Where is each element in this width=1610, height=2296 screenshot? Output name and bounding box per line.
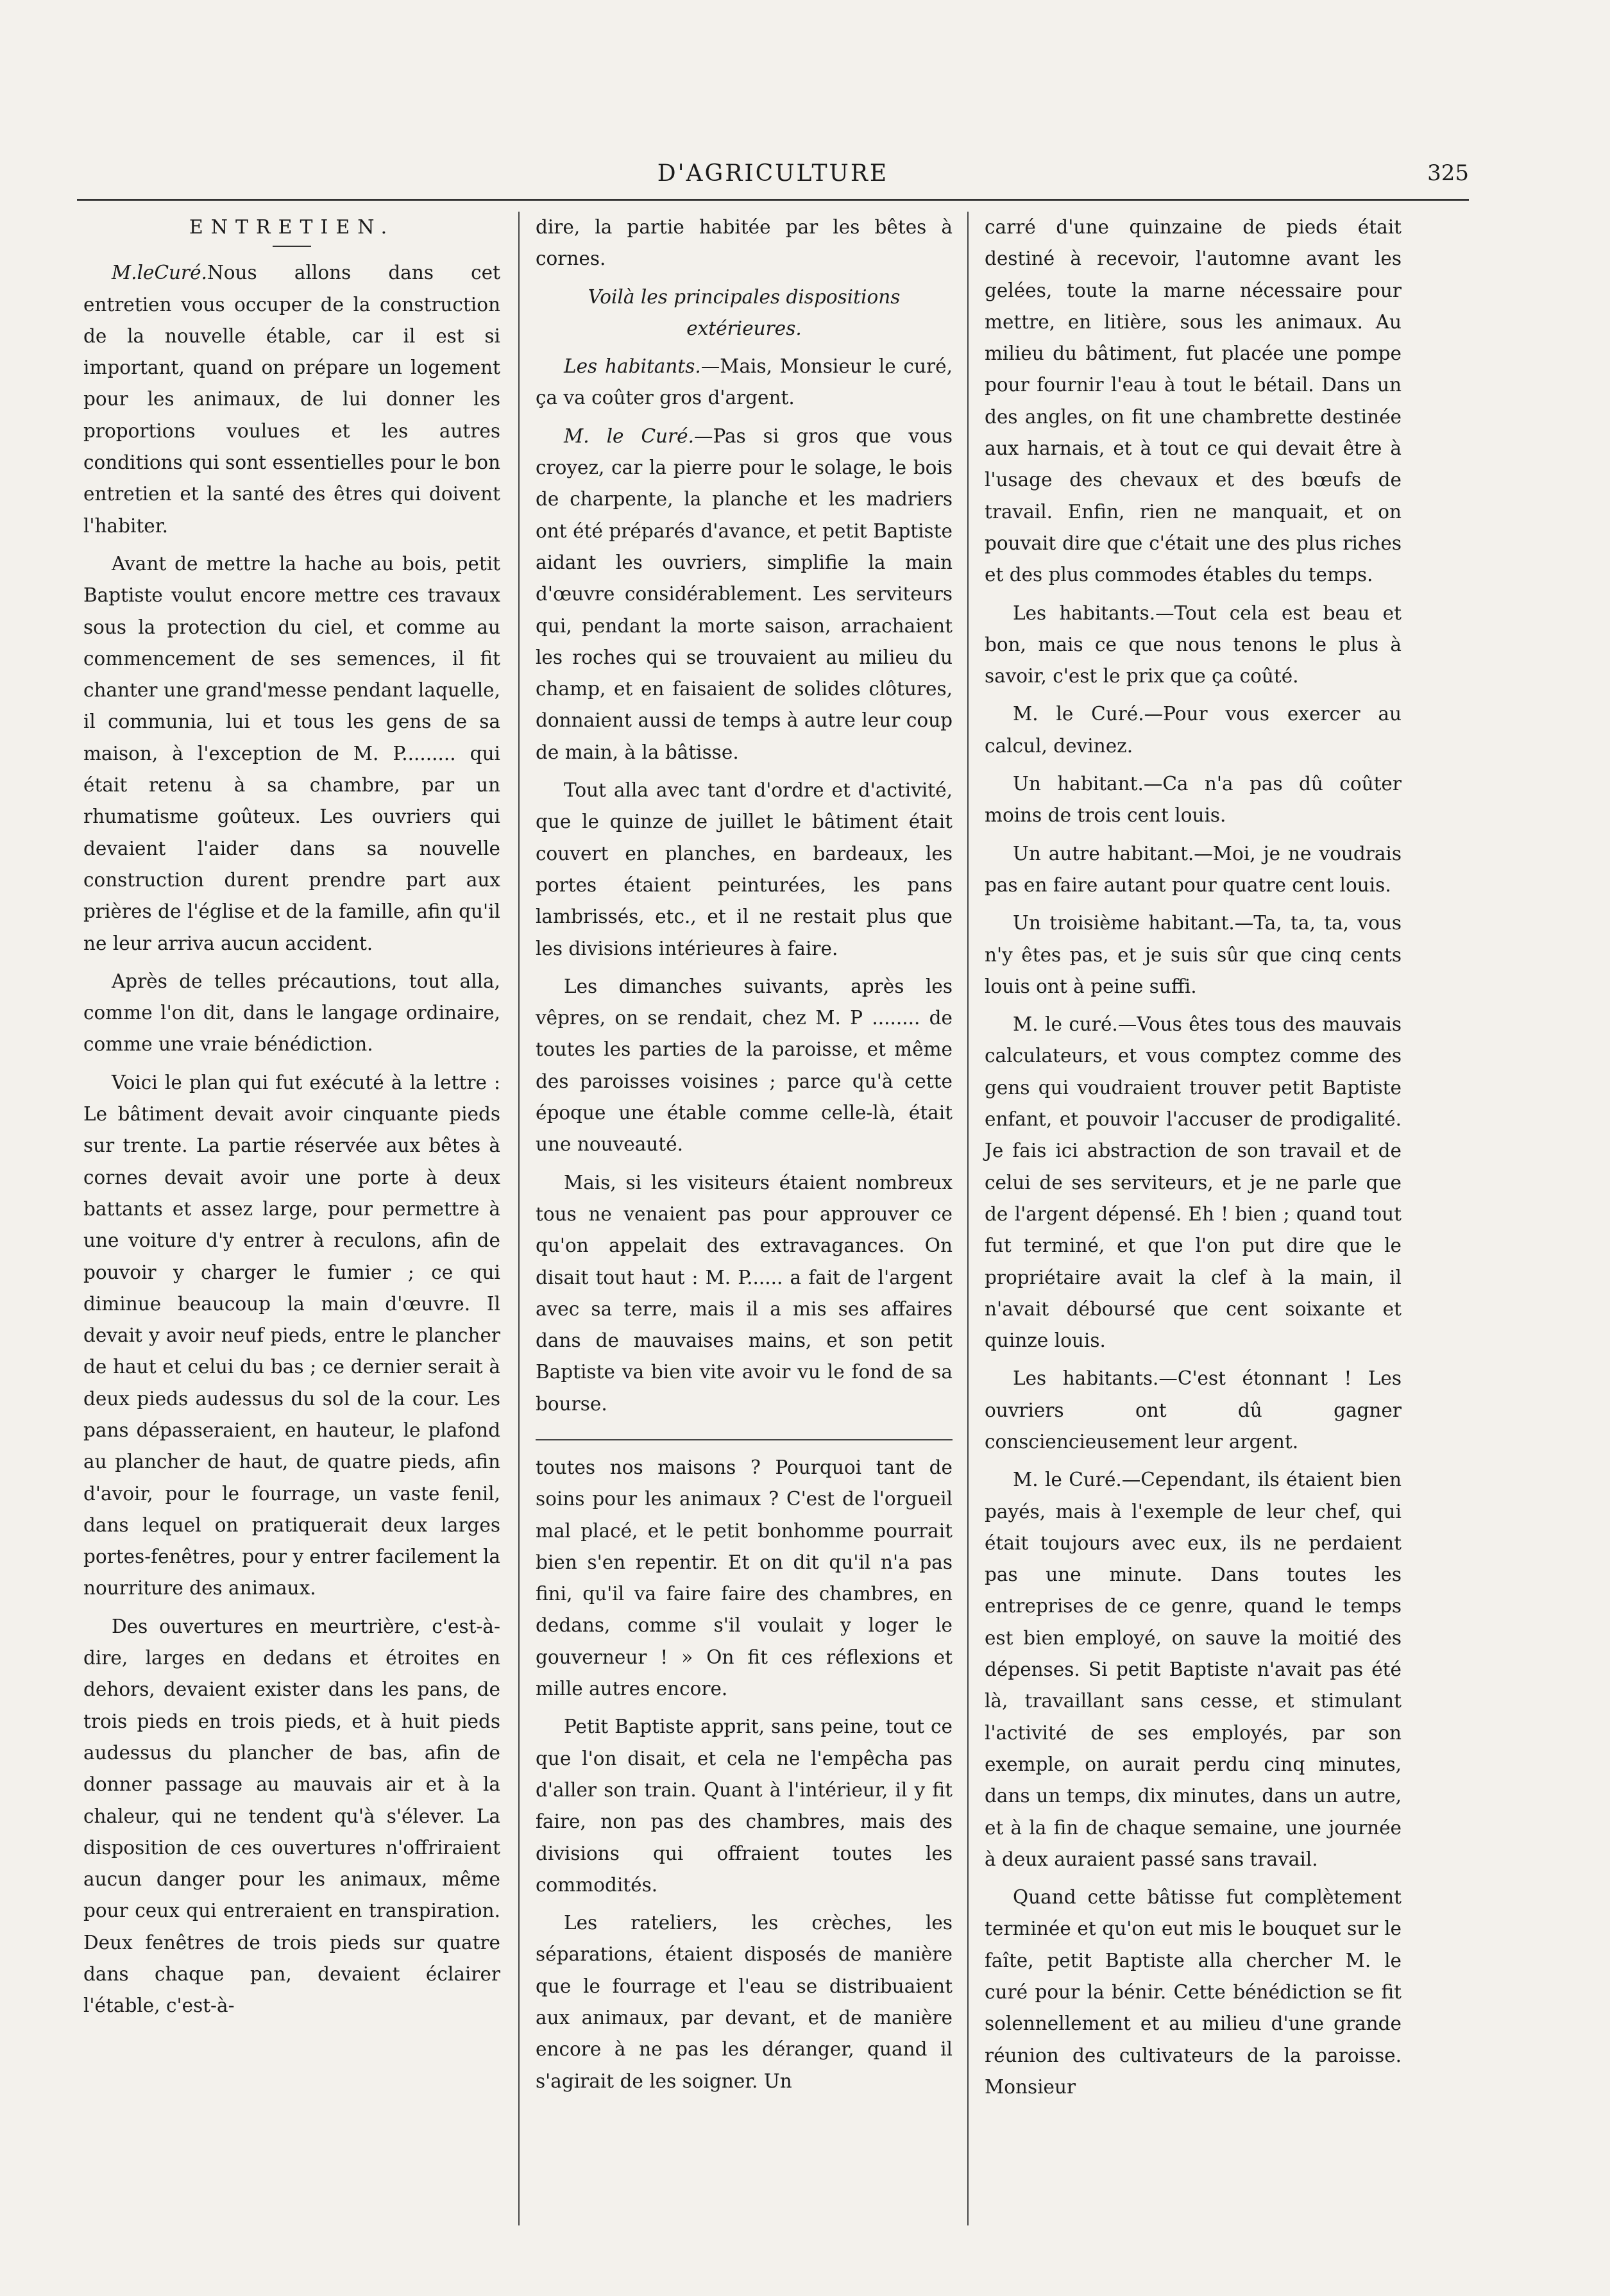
column-3 <box>985 212 1402 2225</box>
speaker-label: M.leCuré. <box>112 262 207 284</box>
paragraph: M. le Curé.—Cependant, ils étaient bien payés, mais à l'exemple de leur chef, qui était toujours avec eux, ils ne perdaient pas une minute. Dans toutes les entreprises de ce genre, quand le temps est bien employé, on sauve la moitié des dépenses. Si petit Baptiste n'avait pas été là, travaillant sans cesse, et stimulant l'activité de ses employés, par son exemple, on aurait perdu cinq minutes, dans un temps, dix minutes, dans un autre, et à la fin de chaque semaine, une journée à deux auraient passé sans travail. <box>985 1469 1402 1870</box>
speaker-label: M. le Curé. <box>564 425 694 447</box>
paragraph: Les habitants.—C'est étonnant ! Les ouvriers ont dû gagner consciencieusement leur argent. <box>985 1367 1402 1453</box>
running-header <box>77 160 1469 201</box>
paragraph: Après de telles précautions, tout alla, comme l'on dit, dans le langage ordinaire, comme une vraie bénédiction. <box>83 970 500 1056</box>
column-1 <box>83 212 500 2225</box>
speaker-label: Les habitants. <box>564 355 701 378</box>
paragraph-continuation: toutes nos maisons ? Pourquoi tant de soins pour les animaux ? C'est de l'orgueil mal placé, et le petit bonhomme pourrait bien s'en repentir. Et on dit qu'il n'a pas fini, qu'il va faire faire des chambres, en dedans, comme s'il voulait y loger le gouverneur ! » On fit ces réflexions et mille autres encore. <box>536 1456 953 1700</box>
paragraph: Les dimanches suivants, après les vêpres, on se rendait, chez M. P ........ de toutes les parties de la paroisse, et même des paroisses voisines ; parce qu'à cette époque une étable comme celle-là, était une nouveauté. <box>536 975 953 1156</box>
section-heading: ENTRETIEN. <box>189 216 395 239</box>
paragraph: Un troisième habitant.—Ta, ta, ta, vous n'y êtes pas, et je suis sûr que cinq cents louis ont à peine suffi. <box>985 912 1402 997</box>
paragraph-text: Nous allons dans cet entretien vous occuper de la construction de la nouvelle étable, car il est si important, quand on prépare un logement pour les animaux, de lui donner les proportions voulues et les autres conditions qui sont essentielles pour le bon entretien et la santé des êtres qui doivent l'habiter. <box>83 262 500 537</box>
paragraph: Un habitant.—Ca n'a pas dû coûter moins de trois cent louis. <box>985 773 1402 827</box>
column-rule <box>518 212 520 2225</box>
running-title: D'AGRICULTURE <box>657 160 889 187</box>
paragraph: Les habitants.—Tout cela est beau et bon, mais ce que nous tenons le plus à savoir, c'est le prix que ça coûté. <box>985 602 1402 688</box>
paragraph-text: —Mais, Monsieur le curé, ça va coûter gros d'argent. <box>536 355 953 409</box>
paragraph: Mais, si les visiteurs étaient nombreux tous ne venaient pas pour approuver ce qu'on appelait des extravagances. On disait tout haut : M. P...... a fait de l'argent avec sa terre, mais il a mis ses affaires dans de mauvaises mains, et son petit Baptiste va bien vite avoir vu le fond de sa bourse. <box>536 1171 953 1415</box>
paragraph: M. le curé.—Vous êtes tous des mauvais calculateurs, et vous comptez comme des gens qui voudraient trouver petit Baptiste enfant, et pouvoir l'accuser de prodigalité. Je fais ici abstraction de son travail et de celui de ses serviteurs, et je ne parle que de l'argent dépensé. Eh ! bien ; quand tout fut terminé, et que l'on put dire que le propriétaire avait la clef à la main, il n'avait déboursé que cent soixante et quinze louis. <box>985 1013 1402 1352</box>
paragraph: Tout alla avec tant d'ordre et d'activité, que le quinze de juillet le bâtiment était couvert en planches, en bardeaux, les portes étaient peinturées, les pans lambrissés, etc., et il ne restait plus que les divisions intérieures à faire. <box>536 779 953 959</box>
paragraph: Les rateliers, les crèches, les séparations, étaient disposés de manière que le fourrage et l'eau se distribuaient aux animaux, par devant, et de manière encore à ne pas les déranger, quand il s'agirait de les soigner. Un <box>536 1912 953 2092</box>
column-rule <box>967 212 969 2225</box>
paragraph: Voici le plan qui fut exécuté à la lettre : Le bâtiment devait avoir cinquante pieds sur trente. La partie réservée aux bêtes à cornes devait avoir une porte à deux battants et assez large, pour permettre à une voiture d'y entrer à reculons, afin de pouvoir y charger le fumier ; ce qui diminue beaucoup la main d'œuvre. Il devait y avoir neuf pieds, entre le plancher de haut et celui du bas ; ce dernier serait à deux pieds audessus du sol de la cour. Les pans dépasseraient, en hauteur, le plafond au plancher de haut, de quatre pieds, afin d'avoir, pour le fourrage, un vaste fenil, dans lequel on pratiquerait deux larges portes-fenêtres, pour y entrer facilement la nourriture des animaux. <box>83 1071 500 1600</box>
paragraph: Petit Baptiste apprit, sans peine, tout ce que l'on disait, et cela ne l'empêcha pas d'aller son train. Quant à l'intérieur, il y fit faire, non pas des chambres, mais des divisions qui offraient toutes les commodités. <box>536 1716 953 1896</box>
paragraph <box>536 351 953 414</box>
paragraph <box>83 257 500 542</box>
paragraph-continuation: carré d'une quinzaine de pieds était destiné à recevoir, l'automne avant les gelées, toute la marne nécessaire pour mettre, en litière, sous les animaux. Au milieu du bâtiment, fut placée une pompe pour fournir l'eau à tout le bétail. Dans un des angles, on fit une chambrette destinée aux harnais, et à tout ce qui devait être à l'usage des chevaux et des bœufs de travail. Enfin, rien ne manquait, et on pouvait dire que c'était une des plus riches et des plus commodes étables du temps. <box>985 216 1402 586</box>
paragraph-text: —Pas si gros que vous croyez, car la pierre pour le solage, le bois de charpente, la planche et les madriers ont été préparés d'avance, et petit Baptiste aidant les ouvriers, simplifie la main d'œuvre considérablement. Les serviteurs qui, pendant la morte saison, arrachaient les roches qui se trouvaient au milieu du champ, et en faisaient de solides clôtures, donnaient aussi de temps à autre leur coup de main, à la bâtisse. <box>536 425 953 763</box>
column-break-rule <box>536 1439 953 1440</box>
page-number: 325 <box>1427 160 1469 186</box>
paragraph-continuation: dire, la partie habitée par les bêtes à cornes. <box>536 216 953 270</box>
paragraph: M. le Curé.—Pour vous exercer au calcul, devinez. <box>985 703 1402 757</box>
subheading: Voilà les principales dispositions extérieures. <box>588 285 901 339</box>
paragraph: Des ouvertures en meurtrière, c'est-à-dire, larges en dedans et étroites en dehors, devaient exister dans les pans, de trois pieds en trois pieds, et à huit pieds audessus du plancher de bas, afin de donner passage au mauvais air et à la chaleur, qui ne tendent qu'à s'élever. La disposition de ces ouvertures n'offriraient aucun danger pour les animaux, même pour ceux qui entreraient en transpiration. Deux fenêtres de trois pieds sur quatre dans chaque pan, devaient éclairer l'étable, c'est-à- <box>83 1615 500 2017</box>
column-2 <box>536 212 953 2225</box>
paragraph: Quand cette bâtisse fut complètement terminée et qu'on eut mis le bouquet sur le faîte, petit Baptiste alla chercher M. le curé pour la bénir. Cette bénédiction se fit solennellement et au milieu d'une grande réunion des cultivateurs de la paroisse. Monsieur <box>985 1886 1402 2098</box>
paragraph: Un autre habitant.—Moi, je ne voudrais pas en faire autant pour quatre cent louis. <box>985 842 1402 896</box>
text-columns <box>83 212 1418 2232</box>
paragraph <box>536 421 953 768</box>
paragraph: Avant de mettre la hache au bois, petit Baptiste voulut encore mettre ces travaux sous la protection du ciel, et comme au commencement de ses semences, il fit chanter une grand'messe pendant laquelle, il communia, lui et tous les gens de sa maison, à l'exception de M. P......... qui était retenu à sa chambre, par un rhumatisme goûteux. Les ouvriers qui devaient l'aider dans sa nouvelle construction durent prendre part aux prières de l'église et de la famille, afin qu'il ne leur arriva aucun accident. <box>83 552 500 954</box>
heading-dash <box>273 246 311 247</box>
